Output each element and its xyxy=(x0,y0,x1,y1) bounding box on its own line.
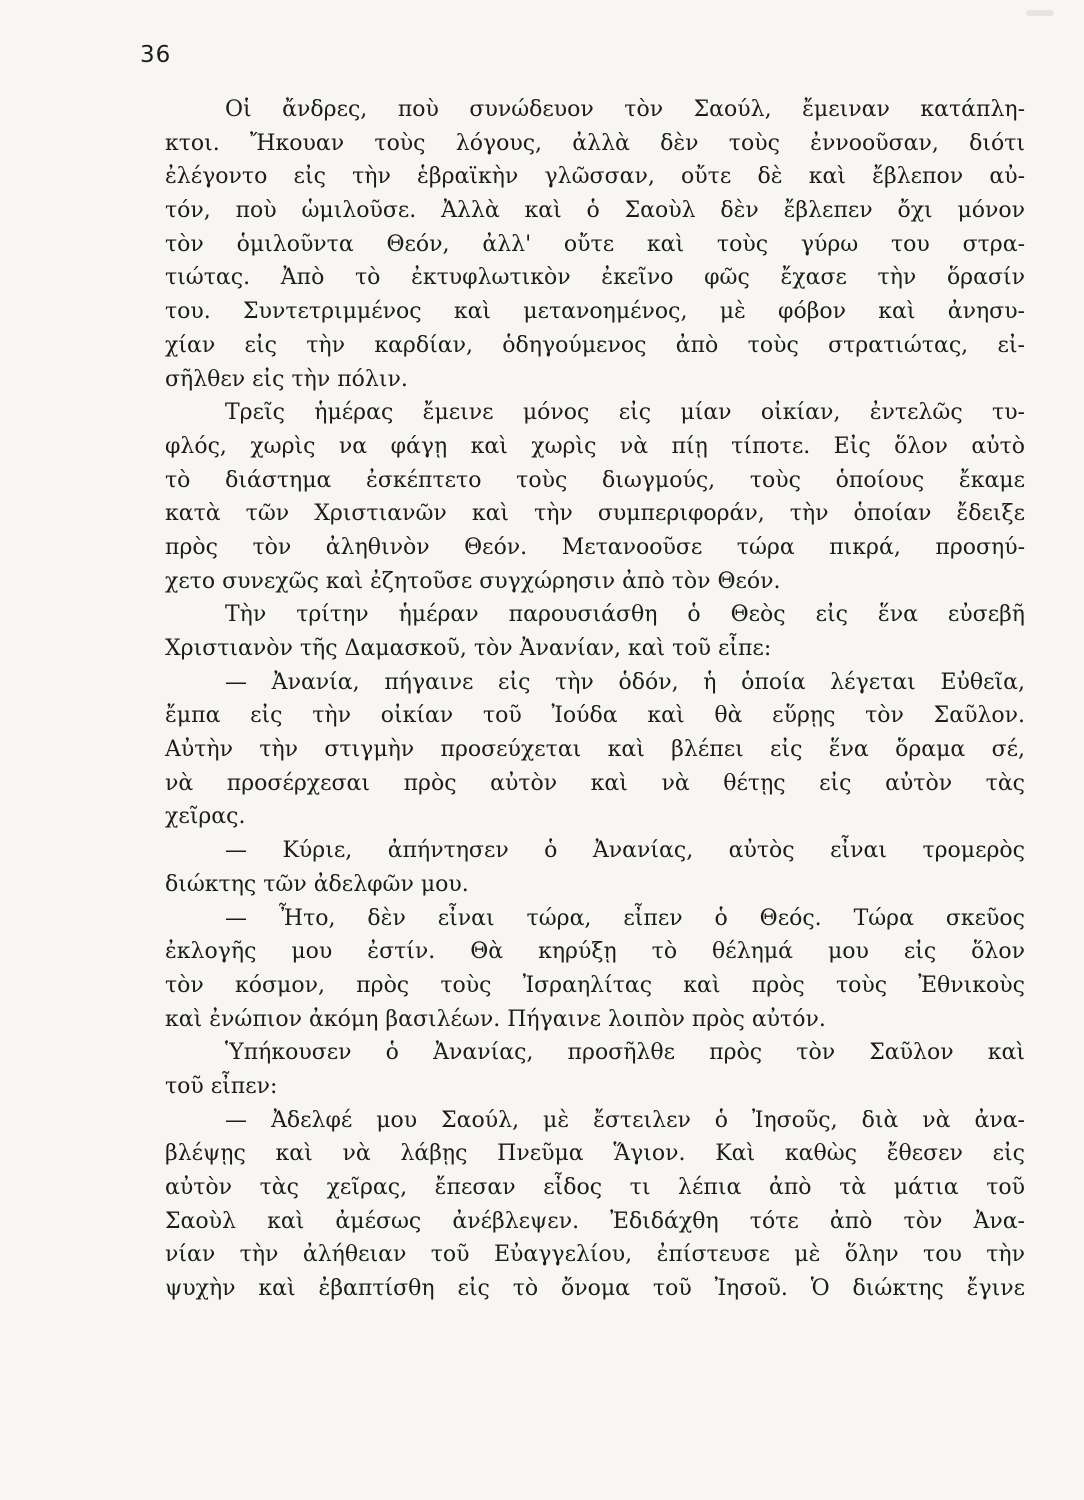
text-line: νὰ προσέρχεσαι πρὸς αὐτὸν καὶ νὰ θέτῃς εἰς αὐτὸν τὰς xyxy=(165,770,1025,796)
text-line: αὐτὸν τὰς χεῖρας, ἔπεσαν εἶδος τι λέπια ἀπὸ τὰ μάτια τοῦ xyxy=(165,1175,1025,1200)
scan-smudge xyxy=(1026,10,1054,16)
text-line: σῆλθεν εἰς τὴν πόλιν. xyxy=(165,366,408,392)
text-line: Χριστιανὸν τῆς Δαμασκοῦ, τὸν Ἀνανίαν, καὶ τοῦ εἶπε: xyxy=(165,636,772,661)
text-line: χίαν εἰς τὴν καρδίαν, ὁδηγούμενος ἀπὸ τοὺς στρατιώτας, εἰ- xyxy=(165,332,1025,358)
body-text xyxy=(165,93,1025,1306)
text-line: βλέψῃς καὶ νὰ λάβῃς Πνεῦμα Ἅγιον. Καὶ καθὼς ἔθεσεν εἰς xyxy=(165,1141,1025,1167)
text-line: Σαοὺλ καὶ ἀμέσως ἀνέβλεψεν. Ἐδιδάχθη τότε ἀπὸ τὸν Ἀνα- xyxy=(165,1208,1025,1234)
text-line: — Ἀδελφέ μου Σαούλ, μὲ ἔστειλεν ὁ Ἰησοῦς, διὰ νὰ ἀνα- xyxy=(225,1107,1025,1133)
text-line: τοῦ εἶπεν: xyxy=(165,1073,278,1099)
text-line: Τὴν τρίτην ἡμέραν παρουσιάσθη ὁ Θεὸς εἰς ἕνα εὐσεβῆ xyxy=(225,602,1025,628)
text-line: Ὑπήκουσεν ὁ Ἀνανίας, προσῆλθε πρὸς τὸν Σαῦλον καὶ xyxy=(225,1040,1025,1066)
text-line: του. Συντετριμμένος καὶ μετανοημένος, μὲ φόβον καὶ ἀνησυ- xyxy=(165,299,1025,325)
text-line: νίαν τὴν ἀλήθειαν τοῦ Εὐαγγελίου, ἐπίστευσε μὲ ὅλην του τὴν xyxy=(165,1242,1025,1268)
text-line: χεῖρας. xyxy=(165,804,246,830)
text-line: κατὰ τῶν Χριστιανῶν καὶ τὴν συμπεριφοράν, τὴν ὁποίαν ἔδειξε xyxy=(165,501,1025,527)
text-line: φλός, χωρὶς να φάγῃ καὶ χωρὶς νὰ πίῃ τίποτε. Εἰς ὅλον αὐτὸ xyxy=(165,433,1025,459)
text-line: διώκτης τῶν ἀδελφῶν μου. xyxy=(165,871,469,897)
text-line: πρὸς τὸν ἀληθινὸν Θεόν. Μετανοοῦσε τώρα πικρά, προσηύ- xyxy=(165,534,1025,560)
text-line: τόν, ποὺ ὡμιλοῦσε. Ἀλλὰ καὶ ὁ Σαοὺλ δὲν ἔβλεπεν ὄχι μόνον xyxy=(165,198,1025,224)
text-line: ἐλέγοντο εἰς τὴν ἑβραϊκὴν γλῶσσαν, οὔτε δὲ καὶ ἔβλεπον αὐ- xyxy=(165,164,1025,190)
text-line: τὸν κόσμον, πρὸς τοὺς Ἰσραηλίτας καὶ πρὸς τοὺς Ἐθνικοὺς xyxy=(165,972,1025,998)
text-line: Αὐτὴν τὴν στιγμὴν προσεύχεται καὶ βλέπει εἰς ἕνα ὅραμα σέ, xyxy=(165,737,1025,763)
text-line: κτοι. Ἤκουαν τοὺς λόγους, ἀλλὰ δὲν τοὺς ἐννοοῦσαν, διότι xyxy=(165,130,1025,156)
page-number: 36 xyxy=(140,42,172,68)
text-line: καὶ ἐνώπιον ἀκόμη βασιλέων. Πήγαινε λοιπὸν πρὸς αὐτόν. xyxy=(165,1006,826,1032)
text-line: Οἱ ἄνδρες, ποὺ συνώδευον τὸν Σαούλ, ἔμειναν κατάπλη- xyxy=(225,97,1025,122)
text-line: χετο συνεχῶς καὶ ἐζητοῦσε συγχώρησιν ἀπὸ τὸν Θεόν. xyxy=(165,568,781,594)
text-line: — Ἦτο, δὲν εἶναι τώρα, εἶπεν ὁ Θεός. Τώρα σκεῦος xyxy=(225,905,1025,931)
text-line: τιώτας. Ἀπὸ τὸ ἐκτυφλωτικὸν ἐκεῖνο φῶς ἔχασε τὴν ὅρασίν xyxy=(165,265,1025,291)
text-line: — Κύριε, ἀπήντησεν ὁ Ἀνανίας, αὐτὸς εἶναι τρομερὸς xyxy=(225,838,1025,864)
text-line: τὸν ὁμιλοῦντα Θεόν, ἀλλ' οὔτε καὶ τοὺς γύρω του στρα- xyxy=(165,231,1025,257)
text-line: τὸ διάστημα ἐσκέπτετο τοὺς διωγμούς, τοὺς ὁποίους ἔκαμε xyxy=(165,467,1025,493)
text-line: ἔμπα εἰς τὴν οἰκίαν τοῦ Ἰούδα καὶ θὰ εὕρῃς τὸν Σαῦλον. xyxy=(165,703,1025,729)
text-line: ἐκλογῆς μου ἐστίν. Θὰ κηρύξῃ τὸ θέλημά μου εἰς ὅλον xyxy=(165,939,1025,965)
text-line: Τρεῖς ἡμέρας ἔμεινε μόνος εἰς μίαν οἰκίαν, ἐντελῶς τυ- xyxy=(225,400,1025,426)
text-line: — Ἀνανία, πήγαινε εἰς τὴν ὁδόν, ἡ ὁποία λέγεται Εὐθεῖα, xyxy=(225,669,1025,695)
text-line: ψυχὴν καὶ ἐβαπτίσθη εἰς τὸ ὄνομα τοῦ Ἰησοῦ. Ὁ διώκτης ἔγινε xyxy=(165,1276,1025,1302)
